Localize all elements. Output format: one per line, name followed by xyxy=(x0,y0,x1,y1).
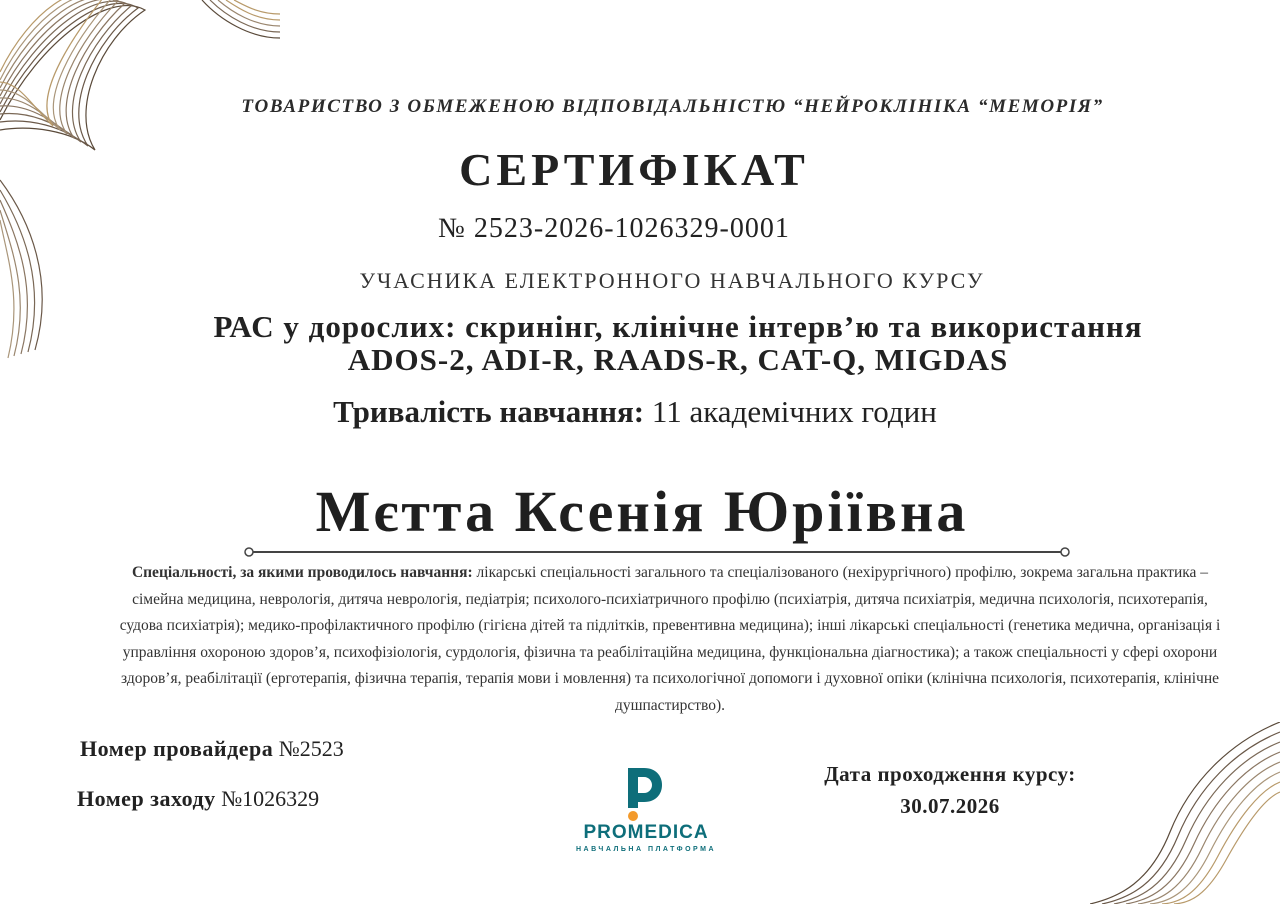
certificate-title: СЕРТИФІКАТ xyxy=(459,144,809,195)
duration-value: 11 академічних годин xyxy=(651,394,937,429)
specialties-list: лікарські спеціальності загального та спеціалізованого (нехірургічного) профілю, зокрема загальна практика – сімейна медицина, неврологія, дитяча неврологія, педіатрія; психолого-психіатричного профілю (психіатрія, дитяча психіатрія, медична психологія, психотерапія, судова психіатрія); медико-профілактичного профілю (гігієна дітей та підлітків, превентивна медицина); інші лікарські спеціальності (генетика медична, організація і управління охороною здоров’я, психофізіологія, сурдологія, фізична та реабілітаційна медицина, функціональна діагностика); а також спеціальності у сфері охорони здоров’я, реабілітації (ерготерапія, фізична терапія, терапія мови і мовлення) та психологічної допомоги і духовної опіки (клінічна психологія, психотерапія, клінічне душпастирство). xyxy=(119,564,1221,714)
duration-label: Тривалість навчання: xyxy=(333,394,645,429)
event-number xyxy=(77,786,319,812)
wave-ornament-bottom-right xyxy=(1090,722,1280,904)
course-title-line-1: РАС у дорослих: скринінг, клінічне інтерв’ю та використання xyxy=(213,309,1143,344)
recipient-name: Мєтта Ксенія Юріївна xyxy=(315,479,969,544)
certificate-number: № 2523-2026-1026329-0001 xyxy=(438,213,790,244)
completion-date-value: 30.07.2026 xyxy=(900,794,1000,818)
specialties-label: Спеціальності, за якими проводилось навчання: xyxy=(131,564,473,581)
completion-date-label: Дата проходження курсу: xyxy=(824,762,1076,786)
logo-tagline: НАВЧАЛЬНА ПЛАТФОРМА xyxy=(576,846,716,853)
specialties-text xyxy=(118,560,1222,719)
event-value: №1026329 xyxy=(221,786,320,811)
provider-number xyxy=(80,736,344,762)
organization-name: ТОВАРИСТВО З ОБМЕЖЕНОЮ ВІДПОВІДАЛЬНІСТЮ “НЕЙРОКЛІНІКА “МЕМОРІЯ” xyxy=(241,96,1104,117)
course-title xyxy=(180,310,1176,376)
course-title-line-2: ADOS-2, ADI-R, RAADS-R, CAT-Q, MIGDAS xyxy=(347,342,1009,377)
completion-date-block xyxy=(790,758,1110,822)
provider-label: Номер провайдера xyxy=(80,736,274,761)
promedica-p-logo-icon xyxy=(624,766,664,824)
certificate-subtitle: УЧАСНИКА ЕЛЕКТРОННОГО НАВЧАЛЬНОГО КУРСУ xyxy=(359,268,985,293)
provider-value: №2523 xyxy=(278,736,344,761)
promedica-logo xyxy=(566,766,726,856)
name-divider xyxy=(244,543,1070,555)
logo-name: PROMEDICA xyxy=(583,822,709,843)
event-label: Номер заходу xyxy=(77,786,216,811)
wave-ornament-top-center xyxy=(200,0,282,42)
course-duration xyxy=(0,394,1270,430)
